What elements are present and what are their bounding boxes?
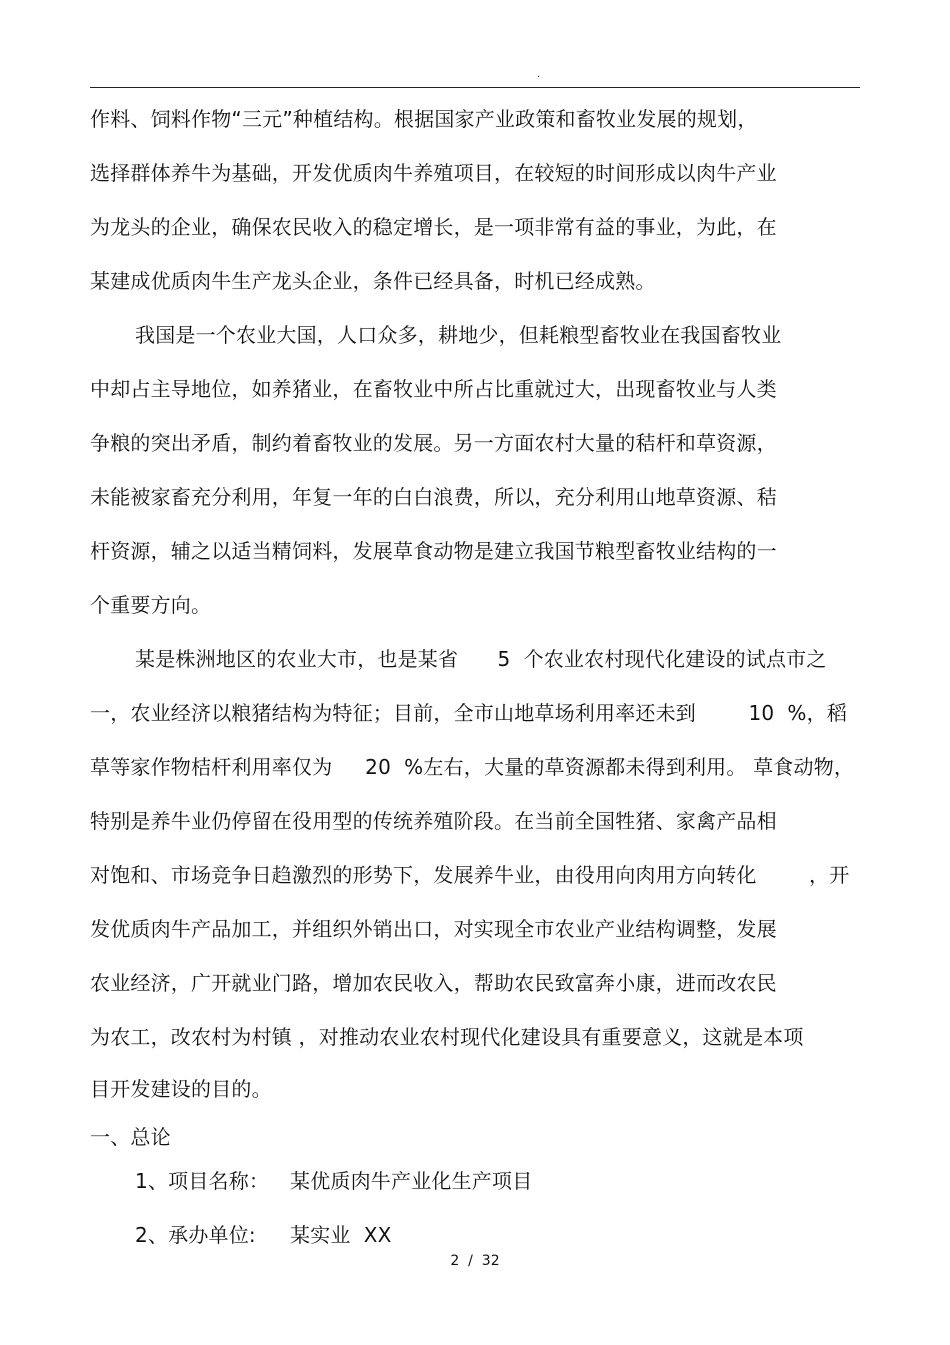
text-line: 选择群体养牛为基础，开发优质肉牛养殖项目，在较短的时间形成以肉牛产业 xyxy=(90,161,777,185)
text-line: 为龙头的企业，确保农民收入的稳定增长，是一项非常有益的事业，为此，在 xyxy=(90,215,777,239)
text-line: 个重要方向。 xyxy=(90,593,212,617)
header-rule xyxy=(90,87,860,88)
item-2-value: 某实业 XX xyxy=(290,1223,392,1247)
text-line: 某是株洲地区的农业大市，也是某省 5 个农业农村现代化建设的试点市之 xyxy=(135,647,827,671)
text-line: 中却占主导地位，如养猪业，在畜牧业中所占比重就过大，出现畜牧业与人类 xyxy=(90,377,777,401)
text-line: 未能被家畜充分利用，年复一年的白白浪费，所以，充分利用山地草资源、秸 xyxy=(90,485,777,509)
section-heading: 一、总论 xyxy=(90,1125,171,1149)
text-line: 作料、饲料作物“三元”种植结构。根据国家产业政策和畜牧业发展的规划， xyxy=(90,107,758,131)
header-dot: . xyxy=(537,69,541,80)
text-line: 目开发建设的目的。 xyxy=(90,1077,272,1101)
text-line: 我国是一个农业大国，人口众多，耕地少，但耗粮型畜牧业在我国畜牧业 xyxy=(135,323,782,347)
text-line: 争粮的突出矛盾，制约着畜牧业的发展。另一方面农村大量的秸杆和草资源， xyxy=(90,431,777,455)
text-line: 对饱和、市场竞争日趋激烈的形势下，发展养牛业，由役用向肉用方向转化 ，开 xyxy=(90,863,850,887)
text-line: 某建成优质肉牛生产龙头企业，条件已经具备，时机已经成熟。 xyxy=(90,269,656,293)
page-number: 2 / 32 xyxy=(450,1253,500,1269)
item-1-value: 某优质肉牛产业化生产项目 xyxy=(290,1169,533,1193)
item-1-label: 1、项目名称： xyxy=(135,1169,270,1193)
text-line: 草等家作物桔杆利用率仅为 20 %左右，大量的草资源都未得到利用。 草食动物， xyxy=(90,755,855,779)
text-line: 农业经济，广开就业门路，增加农民收入，帮助农民致富奔小康，进而改农民 xyxy=(90,971,777,995)
text-line: 杆资源，辅之以适当精饲料，发展草食动物是建立我国节粮型畜牧业结构的一 xyxy=(90,539,777,563)
text-line: 一，农业经济以粮猪结构为特征；目前，全市山地草场利用率还未到 10 %，稻 xyxy=(90,701,848,725)
item-2-label: 2、承办单位: xyxy=(135,1223,256,1247)
text-line: 发优质肉牛产品加工，并组织外销出口，对实现全市农业产业结构调整，发展 xyxy=(90,917,777,941)
text-line: 为农工，改农村为村镇 ，对推动农业农村现代化建设具有重要意义，这就是本项 xyxy=(90,1025,804,1049)
text-line: 特别是养牛业仍停留在役用型的传统养殖阶段。在当前全国牲猪、家禽产品相 xyxy=(90,809,777,833)
